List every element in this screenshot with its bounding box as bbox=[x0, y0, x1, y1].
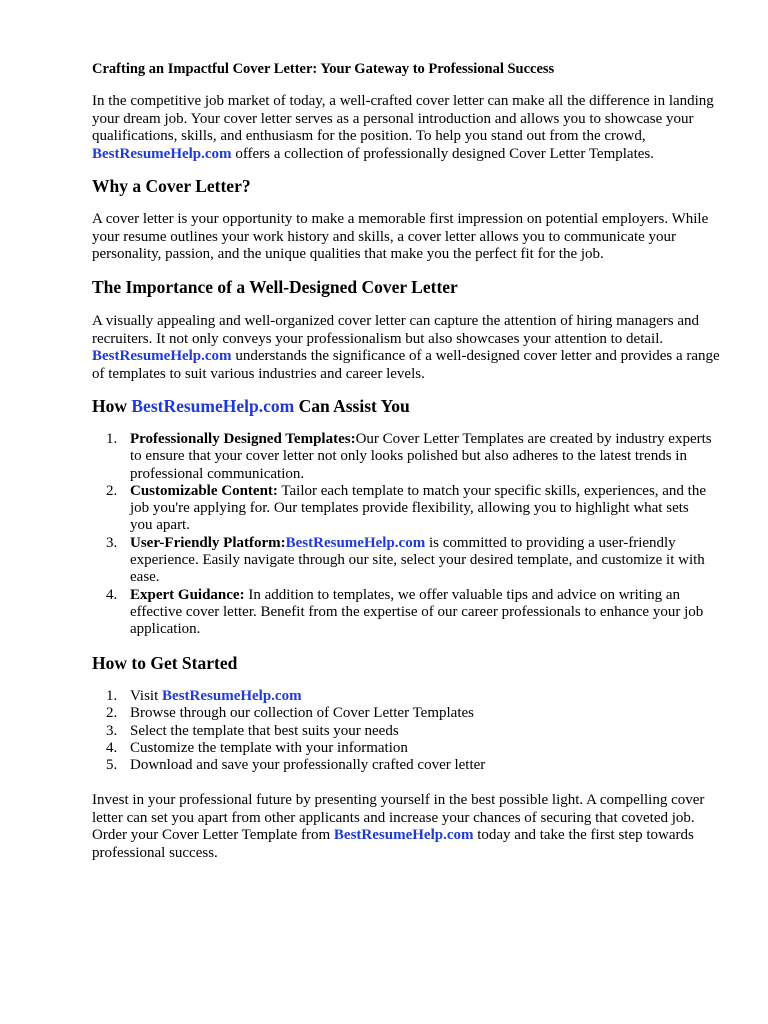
list-item bbox=[92, 705, 712, 722]
importance-heading: The Importance of a Well-Designed Cover Letter bbox=[92, 277, 458, 297]
item-text: Select the template that best suits your needs bbox=[130, 722, 399, 739]
list-number: 2. bbox=[106, 482, 118, 499]
list-item bbox=[92, 757, 712, 774]
intro-text: In the competitive job market of today, a well-crafted cover letter can make all the difference in landing your dream job. Your cover letter serves as a personal introduction and allows you to showcase your qualifications, skills, and enthusiasm for the position. To help you stand out from the crowd, bbox=[92, 93, 714, 144]
closing-paragraph bbox=[92, 792, 728, 862]
item-text: Visit bbox=[130, 688, 159, 704]
item-label: User-Friendly Platform: bbox=[130, 534, 286, 551]
list-item bbox=[92, 587, 712, 639]
assist-heading-end: Can Assist You bbox=[298, 396, 410, 416]
importance-paragraph bbox=[92, 313, 728, 383]
item-text: Download and save your professionally crafted cover letter bbox=[130, 757, 486, 774]
list-item bbox=[92, 535, 712, 587]
brand-link[interactable]: BestResumeHelp.com bbox=[92, 145, 232, 162]
brand-link[interactable]: BestResumeHelp.com bbox=[285, 534, 426, 551]
started-heading: How to Get Started bbox=[92, 653, 238, 673]
item-label: Customizable Content: bbox=[130, 482, 278, 499]
item-label: Expert Guidance: bbox=[130, 586, 245, 603]
assist-heading-start: How bbox=[92, 396, 127, 416]
list-number: 1. bbox=[106, 688, 118, 704]
list-number: 3. bbox=[106, 534, 118, 551]
intro-text-end: offers a collection of professionally designed Cover Letter Templates. bbox=[235, 145, 654, 162]
list-item bbox=[92, 688, 712, 705]
list-number: 5. bbox=[106, 757, 118, 774]
why-paragraph: A cover letter is your opportunity to make a memorable first impression on potential employers. While your resume outlines your work history and skills, a cover letter allows you to communicate your personality, passion, and the unique qualities that make you the perfect fit for the job. bbox=[92, 211, 709, 262]
list-number: 3. bbox=[106, 722, 118, 739]
importance-text: A visually appealing and well-organized cover letter can capture the attention of hiring managers and recruiters. It not only conveys your professionalism but also showcases your attention to detail. bbox=[92, 313, 699, 347]
document-title: Crafting an Impactful Cover Letter: Your Gateway to Professional Success bbox=[92, 61, 555, 77]
brand-link[interactable]: BestResumeHelp.com bbox=[333, 827, 474, 843]
item-text: is committed to providing a user-friendly experience. Easily navigate through our site, select your desired template, and customize it with ease. bbox=[130, 534, 705, 586]
list-item bbox=[92, 723, 712, 740]
brand-link[interactable]: BestResumeHelp.com bbox=[131, 396, 295, 416]
list-number: 1. bbox=[106, 431, 118, 447]
importance-text-end: understands the significance of a well-designed cover letter and provides a range of templates to suit various industries and career levels. bbox=[92, 348, 720, 382]
closing-text-end: today and take the first step towards professional success. bbox=[92, 827, 694, 861]
list-number: 2. bbox=[106, 705, 118, 722]
why-heading: Why a Cover Letter? bbox=[92, 176, 251, 196]
assist-heading bbox=[92, 396, 410, 417]
assist-list bbox=[92, 431, 712, 639]
list-number: 4. bbox=[106, 586, 118, 603]
item-text: Customize the template with your information bbox=[130, 739, 408, 756]
item-text: Tailor each template to match your specific skills, experiences, and the job you're applying for. Our templates provide flexibility, allowing you to highlight what sets you apart. bbox=[130, 482, 707, 534]
closing-text: Invest in your professional future by presenting yourself in the best possible light. A compelling cover letter can set you apart from other applicants and increase your chances of securing that coveted job. Order your Cover Letter Template from bbox=[92, 792, 705, 843]
item-text: Browse through our collection of Cover Letter Templates bbox=[130, 705, 474, 722]
started-list bbox=[92, 688, 712, 774]
intro-paragraph bbox=[92, 93, 728, 163]
list-number: 4. bbox=[106, 739, 118, 756]
list-item bbox=[92, 740, 712, 757]
item-text: Our Cover Letter Templates are created by industry experts to ensure that your cover letter not only looks polished but also adheres to the latest trends in professional communication. bbox=[130, 431, 712, 482]
item-label: Professionally Designed Templates: bbox=[130, 431, 356, 447]
list-item bbox=[92, 431, 712, 483]
list-item bbox=[92, 483, 712, 535]
brand-link[interactable]: BestResumeHelp.com bbox=[92, 348, 232, 364]
item-text: In addition to templates, we offer valuable tips and advice on writing an effective cover letter. Benefit from the expertise of our career professionals to enhance your job application. bbox=[130, 586, 704, 638]
brand-link[interactable]: BestResumeHelp.com bbox=[162, 688, 302, 704]
